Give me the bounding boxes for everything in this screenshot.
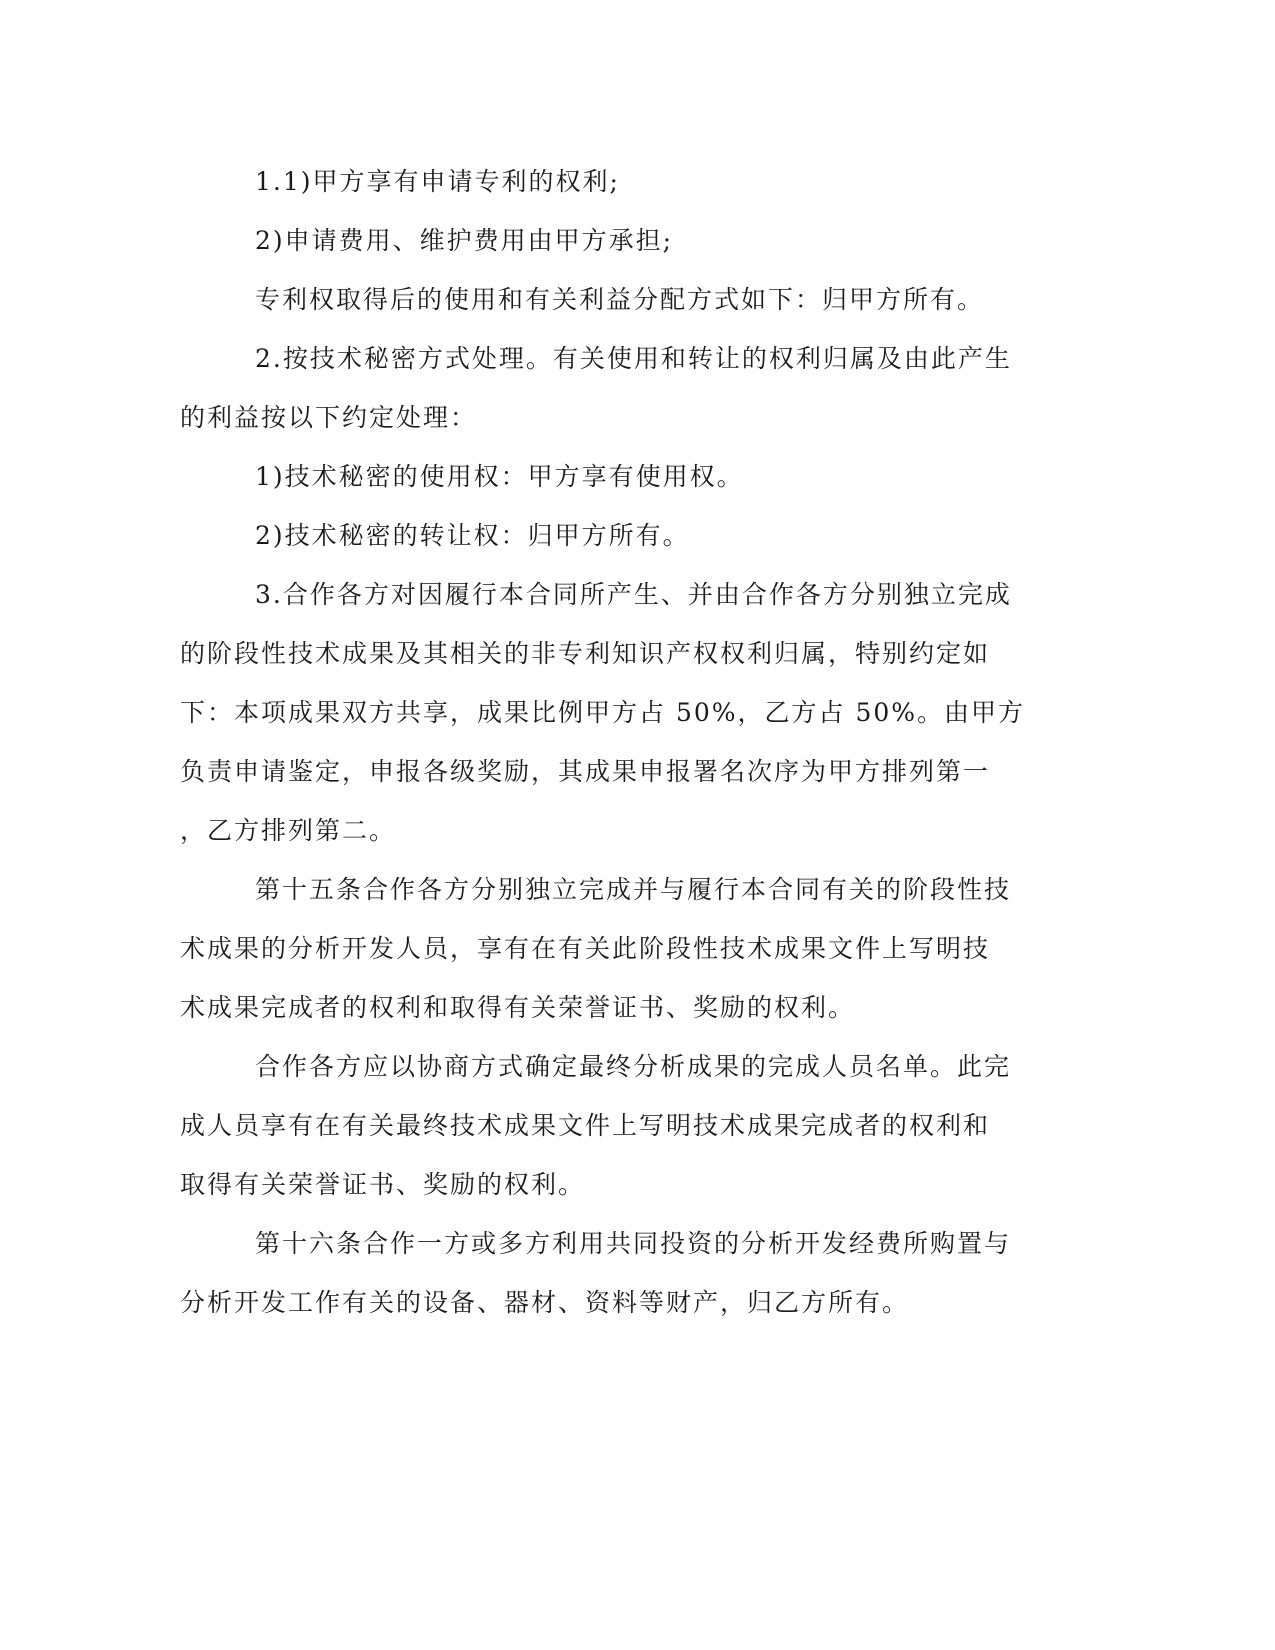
text-line: ，乙方排列第二。 — [180, 816, 397, 845]
text-line: 2.按技术秘密方式处理。有关使用和转让的权利归属及由此产生 — [255, 344, 1012, 373]
text-line: 2)申请费用、维护费用由甲方承担; — [255, 226, 674, 255]
text-line: 成人员享有在有关最终技术成果文件上写明技术成果完成者的权利和 — [180, 1111, 991, 1140]
text-line: 3.合作各方对因履行本合同所产生、并由合作各方分别独立完成 — [255, 580, 1012, 609]
text-line: 合作各方应以协商方式确定最终分析成果的完成人员名单。此完 — [255, 1052, 1012, 1081]
text-line: 负责申请鉴定，申报各级奖励，其成果申报署名次序为甲方排列第一 — [180, 757, 991, 786]
text-line: 取得有关荣誉证书、奖励的权利。 — [180, 1170, 586, 1199]
text-line: 2)技术秘密的转让权：归甲方所有。 — [255, 521, 690, 550]
text-line: 专利权取得后的使用和有关利益分配方式如下：归甲方所有。 — [255, 285, 985, 314]
text-line: 分析开发工作有关的设备、器材、资料等财产，归乙方所有。 — [180, 1288, 910, 1317]
text-line: 第十五条合作各方分别独立完成并与履行本合同有关的阶段性技 — [255, 875, 1012, 904]
text-line: 1)技术秘密的使用权：甲方享有使用权。 — [255, 462, 744, 491]
text-line: 下：本项成果双方共享，成果比例甲方占 50%，乙方占 50%。由甲方 — [180, 698, 1026, 727]
text-line: 1.1)甲方享有申请专利的权利; — [255, 167, 620, 196]
text-line: 的利益按以下约定处理： — [180, 403, 478, 432]
text-line: 术成果的分析开发人员，享有在有关此阶段性技术成果文件上写明技 — [180, 934, 991, 963]
text-line: 第十六条合作一方或多方利用共同投资的分析开发经费所购置与 — [255, 1229, 1012, 1258]
text-line: 的阶段性技术成果及其相关的非专利知识产权权利归属，特别约定如 — [180, 639, 991, 668]
text-line: 术成果完成者的权利和取得有关荣誉证书、奖励的权利。 — [180, 993, 856, 1022]
